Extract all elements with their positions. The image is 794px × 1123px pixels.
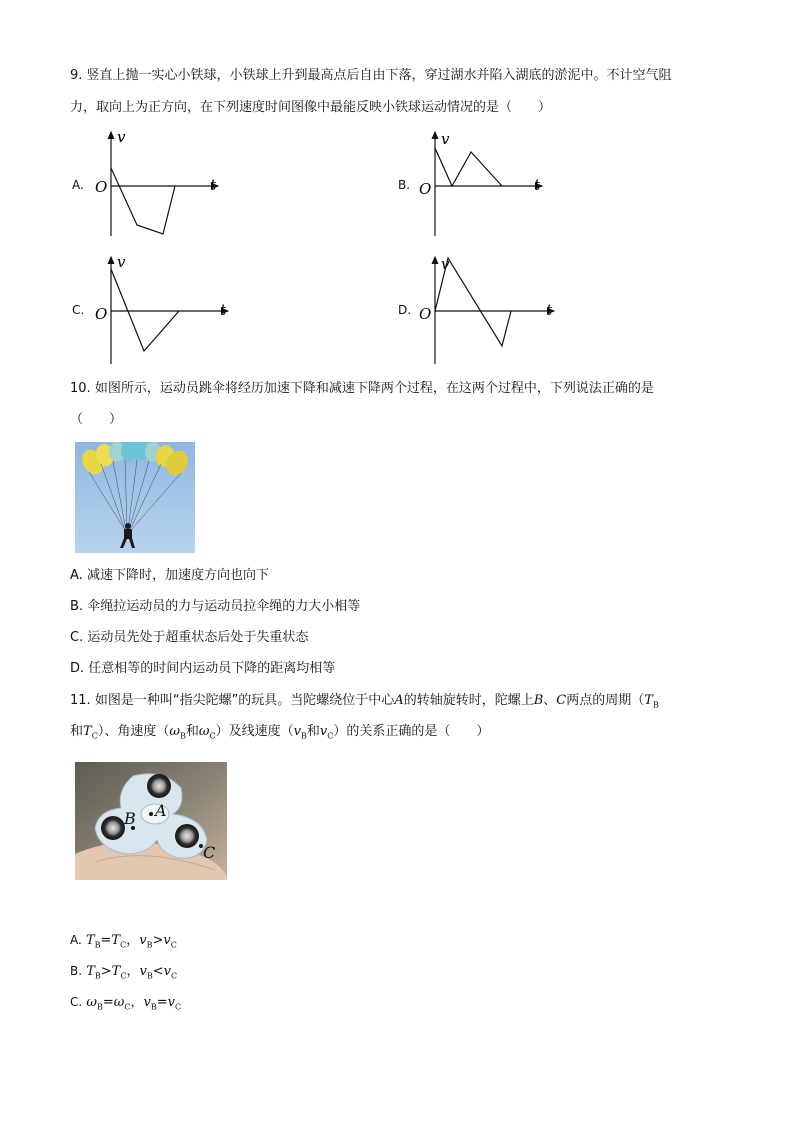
q11-sub: B: [150, 1002, 157, 1012]
q11-sub: B: [300, 731, 307, 741]
q9-stem-line2: 力，取向上为正方向，在下列速度时间图像中最能反映小铁球运动情况的是（ ）: [70, 100, 552, 115]
q11-number: 11.: [70, 693, 91, 708]
q10-option-b-label: B.: [70, 599, 84, 614]
q10-number: 10.: [70, 381, 91, 396]
q9-option-a-label[interactable]: A.: [72, 178, 84, 192]
q11-point-a: A: [394, 693, 404, 708]
t-label: t: [220, 301, 227, 319]
q11-text-1g: 两点的周期（: [566, 693, 645, 708]
parachute-photo: [75, 442, 195, 553]
q11-sub: B: [652, 700, 659, 710]
q9-text-1: 竖直上抛一实心小铁球，小铁球上升到最高点后自由下落，穿过湖水并陷入湖底的淤泥中。不计空气阻: [86, 68, 672, 83]
q11-option-c-label: C.: [70, 995, 83, 1009]
q11-symbol-T: T: [86, 964, 95, 979]
q11-relation: =: [156, 995, 168, 1010]
q11-relation: =: [102, 995, 114, 1010]
q11-text-2d: ）及线速度（: [215, 724, 294, 739]
q11-symbol-T: T: [85, 933, 95, 948]
q11-sub: B: [94, 940, 101, 950]
q9-graph-b[interactable]: [414, 128, 554, 240]
q11-symbol-v: v: [167, 995, 176, 1010]
q11-stem-line1: [70, 692, 659, 715]
q11-symbol-T: T: [111, 964, 121, 979]
q11-symbol-v: v: [293, 724, 301, 739]
origin-label: O: [419, 305, 432, 323]
q11-sep: ，: [130, 995, 144, 1010]
origin-label: O: [419, 180, 432, 198]
q11-sub: C: [120, 940, 127, 950]
q9-graph-a[interactable]: [90, 128, 230, 240]
q9-number: 9.: [70, 68, 83, 83]
t-label: t: [534, 176, 541, 194]
q11-point-c: C: [556, 693, 567, 708]
v-label: v: [441, 130, 450, 148]
q10-option-d[interactable]: [70, 660, 335, 678]
q11-symbol-v: v: [319, 724, 328, 739]
spinner-label-a: A: [155, 801, 167, 820]
q11-sub: C: [327, 731, 334, 741]
q11-option-a[interactable]: [70, 931, 177, 955]
q10-option-a-text: 减速下降时，加速度方向也向下: [86, 568, 269, 583]
q11-sub: C: [120, 971, 127, 981]
v-label: v: [441, 255, 450, 273]
q11-symbol-v: v: [163, 964, 171, 979]
q11-symbol-v: v: [143, 995, 151, 1010]
q11-sub: B: [179, 731, 186, 741]
q11-symbol-omega: ω: [198, 724, 210, 739]
q11-relation: >: [152, 933, 164, 948]
q11-sub: B: [96, 1002, 103, 1012]
q11-text-2f: ）的关系正确的是（ ）: [333, 724, 490, 739]
q11-sub: C: [170, 940, 177, 950]
q11-sep: ，: [126, 964, 140, 979]
q11-relation: >: [100, 964, 112, 979]
q10-option-d-text: 任意相等的时间内运动员下降的距离均相等: [88, 661, 336, 676]
q11-text-2b: ）、角速度（: [97, 724, 170, 739]
q11-symbol-T: T: [83, 724, 92, 739]
q11-symbol-v: v: [163, 933, 171, 948]
q10-stem-line2: （ ）: [70, 412, 123, 427]
q10-option-c[interactable]: [70, 629, 308, 647]
q10-stem-line1: [70, 380, 654, 398]
q11-sub: B: [94, 971, 101, 981]
v-label: v: [117, 128, 126, 146]
velocity-curve: [111, 269, 179, 351]
velocity-curve: [435, 148, 502, 186]
q11-sub: C: [124, 1002, 131, 1012]
q11-text-2c: 和: [185, 724, 199, 739]
q11-sep: ，: [126, 933, 140, 948]
q11-relation: <: [152, 964, 164, 979]
q11-sub: C: [209, 731, 216, 741]
q11-symbol-T: T: [644, 693, 653, 708]
origin-label: O: [95, 178, 108, 196]
q11-option-a-label: A.: [70, 933, 82, 947]
q10-option-b-text: 伞绳拉运动员的力与运动员拉伞绳的力大小相等: [87, 599, 361, 614]
velocity-curve: [111, 168, 175, 234]
q11-text-2a: 和: [70, 724, 84, 739]
q10-text-1: 如图所示，运动员跳伞将经历加速下降和减速下降两个过程，在这两个过程中，下列说法正确的是: [94, 381, 654, 396]
q11-sub: C: [175, 1002, 182, 1012]
spinner-label-c: C: [203, 843, 216, 862]
spinner-label-b: B: [124, 809, 136, 828]
q11-text-2e: 和: [306, 724, 320, 739]
q11-symbol-v: v: [139, 964, 147, 979]
q10-option-c-text: 运动员先处于超重状态后处于失重状态: [87, 630, 309, 645]
q11-sub: B: [146, 971, 153, 981]
q11-symbol-omega: ω: [86, 995, 97, 1010]
q11-symbol-omega: ω: [113, 995, 125, 1010]
q10-option-a[interactable]: [70, 567, 269, 585]
q9-graph-c[interactable]: [90, 253, 230, 365]
q11-relation: =: [100, 933, 112, 948]
q11-option-b-label: B.: [70, 964, 83, 978]
t-label: t: [546, 301, 553, 319]
q11-symbol-v: v: [139, 933, 147, 948]
q11-symbol-omega: ω: [169, 724, 180, 739]
q10-option-c-label: C.: [70, 630, 84, 645]
q11-sub: C: [91, 731, 98, 741]
q9-option-d-label[interactable]: D.: [398, 303, 412, 317]
q10-option-d-label: D.: [70, 661, 85, 676]
q10-option-a-label: A.: [70, 568, 83, 583]
q11-option-c[interactable]: [70, 993, 181, 1017]
origin-label: O: [95, 305, 108, 323]
v-label: v: [117, 253, 126, 271]
t-label: t: [210, 176, 217, 194]
fidget-spinner-photo: [75, 762, 227, 880]
q11-text-1e: 、: [543, 693, 557, 708]
q11-text-1c: 的转轴旋转时，陀螺上: [403, 693, 534, 708]
q11-point-b: B: [533, 693, 544, 708]
q11-option-b[interactable]: [70, 962, 177, 986]
q11-symbol-T: T: [111, 933, 121, 948]
q11-sub: B: [146, 940, 153, 950]
q9-stem-line1: [70, 67, 672, 85]
q9-option-c-label[interactable]: C.: [72, 303, 85, 317]
q11-stem-line2: [70, 723, 489, 746]
q10-option-b[interactable]: [70, 598, 360, 616]
q9-graph-d[interactable]: [414, 253, 559, 365]
q11-sub: C: [170, 971, 178, 981]
q11-text-1a: 如图是一种叫“指尖陀螺”的玩具。当陀螺绕位于中心: [94, 693, 395, 708]
q9-option-b-label[interactable]: B.: [398, 178, 411, 192]
